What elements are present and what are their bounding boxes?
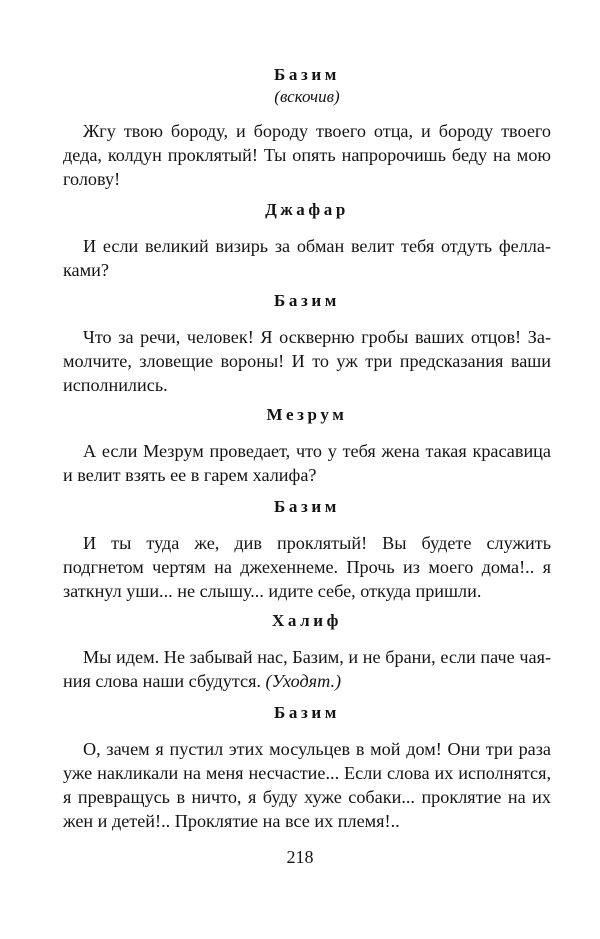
speech-text: А если Мезрум проведает, что у тебя жена такая красавица и велит взять ее в гарем халифа? xyxy=(63,441,551,485)
dialogue-block xyxy=(63,496,551,603)
page-number: 218 xyxy=(286,847,314,867)
stage-direction-inline: (Уходят.) xyxy=(265,671,342,691)
speech-text: И если великий визирь за обман велит тебя отдуть феллаками? xyxy=(63,236,551,280)
speaker-name: Базим xyxy=(274,497,340,516)
dialogue-block xyxy=(63,610,551,693)
speaker-name: Джафар xyxy=(265,200,349,219)
speaker-name: Базим xyxy=(274,291,340,310)
speech-content: Мы идем. Не забывай нас, Базим, и не брани, если паче чаяния слова наши сбудутся. xyxy=(63,647,551,691)
speaker-name: Базим xyxy=(274,703,340,722)
dialogue-block xyxy=(63,290,551,397)
speaker-name: Базим xyxy=(274,65,340,84)
dialogue-block xyxy=(63,404,551,487)
speaker-name: Халиф xyxy=(271,611,343,630)
dialogue-block xyxy=(63,199,551,282)
speech-text: О, зачем я пустил этих мосульцев в мой дом! Они три раза уже накликали на меня несчастие... Если слова их исполнятся, я превращусь в ничто, я буду хуже собаки... проклятие на их жен и детей!.. Проклятие на все их племя!.. xyxy=(63,739,551,831)
speech-text: Жгу твою бороду, и бороду твоего отца, и бороду твоего деда, колдун проклятый! Ты опять напророчишь беду на мою голову! xyxy=(63,121,551,189)
speech-text: Что за речи, человек! Я оскверню гробы ваших отцов! Замолчите, зловещие вороны! И то уж три предсказания ваши исполнились. xyxy=(63,327,551,395)
stage-direction: (вскочив) xyxy=(274,87,340,106)
speech-text: И ты туда же, див проклятый! Вы будете служить подгнетом чертям на джехеннеме. Прочь из моего дома!.. я заткнул уши... не слышу... идите себе, откуда пришли. xyxy=(63,533,551,601)
speaker-name: Мезрум xyxy=(266,405,348,424)
dialogue-block xyxy=(63,702,551,833)
speech-text xyxy=(63,645,551,693)
dialogue-block xyxy=(63,64,551,191)
